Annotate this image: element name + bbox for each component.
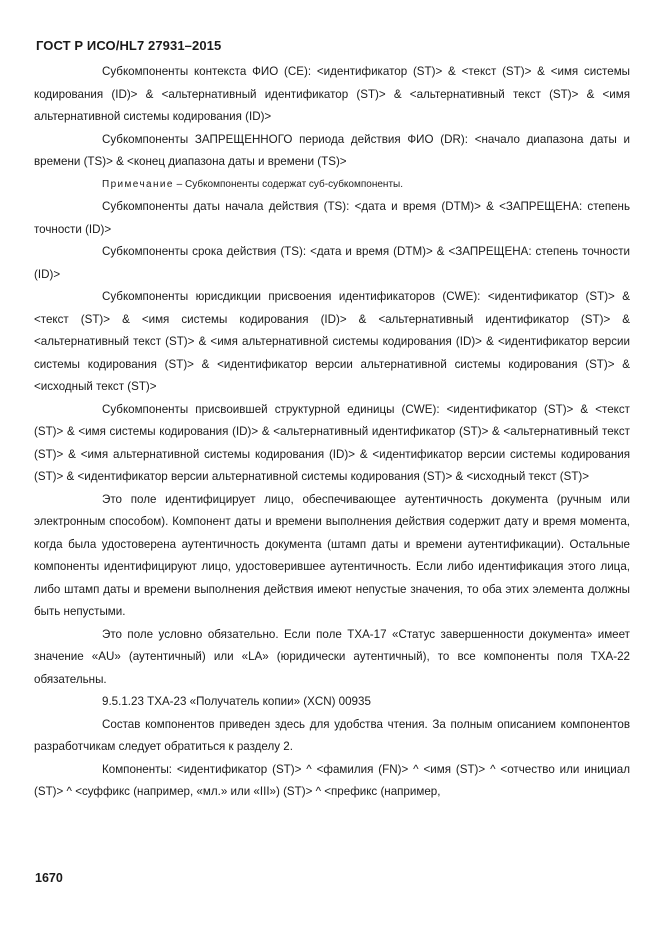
paragraph: Компоненты: <идентификатор (ST)> ^ <фамилия (FN)> ^ <имя (ST)> ^ <отчество или инициал (ST)> ^ <суффикс (например, «мл.» или «III») (ST)> ^ <префикс (например, [34, 762, 630, 798]
paragraph: Субкомпоненты юрисдикции присвоения идентификаторов (CWE): <идентификатор (ST)> & <текст (ST)> & <имя системы кодирования (ID)> & <альтернативный идентификатор (ST)> & <альтернативный текст (ST)> & <имя альтернативной системы кодирования (ID)> & <идентификатор версии системы кодирования (ST)> & <идентификатор версии альтернативной системы кодирования (ST)> & <исходный текст (ST)> [34, 290, 630, 393]
paragraph: Это поле условно обязательно. Если поле ТХА-17 «Статус завершенности документа» имеет значение «AU» (аутентичный) или «LA» (юридически аутентичный), то все компоненты поля ТХА-22 обязательны. [34, 627, 630, 686]
paragraph: Субкомпоненты присвоившей структурной единицы (CWE): <идентификатор (ST)> & <текст (ST)> & <имя системы кодирования (ID)> & <альтернативный идентификатор (ST)> & <альтернативный текст (ST)> & <имя альтернативной системы кодирования (ID)> & <идентификатор версии системы кодирования (ST)> & <идентификатор версии альтернативной системы кодирования (ST)> & <исходный текст (ST)> [34, 402, 630, 483]
paragraph: Субкомпоненты ЗАПРЕЩЕННОГО периода действия ФИО (DR): <начало диапазона даты и времени (TS)> & <конец диапазона даты и времени (TS)> [34, 132, 630, 168]
section-heading: 9.5.1.23 ТХА-23 «Получатель копии» (XCN) 00935 [102, 695, 371, 708]
note-text: – Субкомпоненты содержат суб-субкомпоненты. [173, 178, 403, 190]
document-body [34, 61, 630, 804]
page-number: 1670 [35, 871, 63, 885]
paragraph: Субкомпоненты срока действия (TS): <дата и время (DTM)> & <ЗАПРЕЩЕНА: степень точности (ID)> [34, 245, 630, 281]
paragraph: Состав компонентов приведен здесь для удобства чтения. За полным описанием компонентов разработчикам следует обратиться к разделу 2. [34, 717, 630, 753]
paragraph: Это поле идентифицирует лицо, обеспечивающее аутентичность документа (ручным или электронным способом). Компонент даты и времени выполнения действия содержит дату и время момента, когда была удостоверена аутентичность документа (штамп даты и времени аутентификации). Остальные компоненты идентифицируют лицо, удостоверившее аутентичность. Если либо идентификация этого лица, либо штамп даты и времени выполнения действия имеют непустые значения, то оба этих элемента должны быть непустыми. [34, 492, 630, 618]
note [34, 174, 630, 197]
paragraph: Субкомпоненты контекста ФИО (CE): <идентификатор (ST)> & <текст (ST)> & <имя системы кодирования (ID)> & <альтернативный идентификатор (ST)> & <альтернативный текст (ST)> & <имя альтернативной системы кодирования (ID)> [34, 65, 630, 123]
document-header: ГОСТ Р ИСО/HL7 27931–2015 [36, 38, 222, 53]
note-label: Примечание [102, 178, 174, 190]
paragraph: Субкомпоненты даты начала действия (TS): <дата и время (DTM)> & <ЗАПРЕЩЕНА: степень точности (ID)> [34, 200, 630, 236]
